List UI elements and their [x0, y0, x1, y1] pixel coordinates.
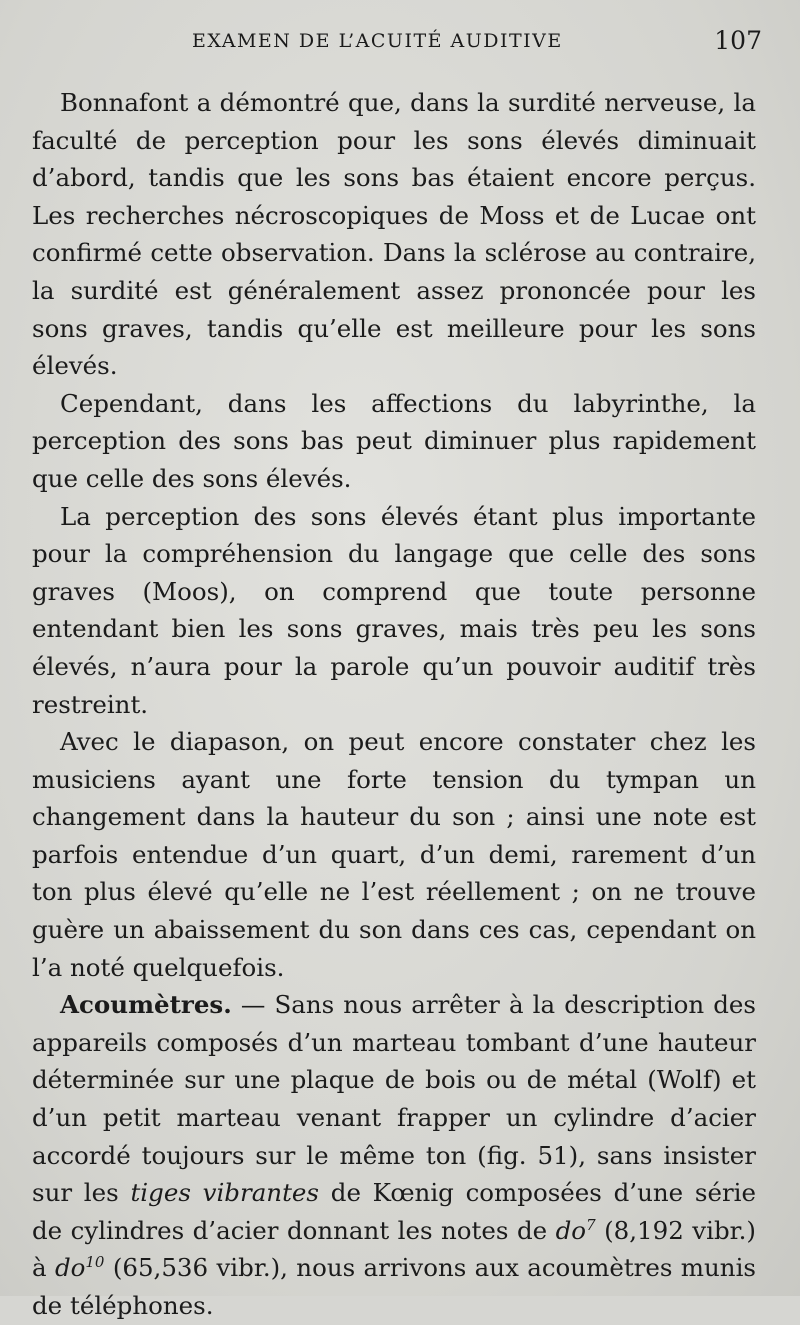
paragraph-perception-langage: La perception des sons élevés étant plus importante pour la compréhension du langage que celle des sons graves (Moos), on comprend que toute personne entendant bien les sons graves, mais très peu les sons élevés, n’aura pour la parole qu’un pouvoir auditif très restreint. [32, 501, 756, 719]
paragraph-text: (65,536 vibr.), nous arrivons aux acoumètres munis de téléphones. [32, 1253, 756, 1320]
paragraph-acoumetres [32, 986, 756, 1324]
note-superscript: 10 [85, 1253, 105, 1272]
paragraph-diapason: Avec le diapason, on peut encore constater chez les musiciens ayant une forte tension du tympan un changement dans la hauteur du son ; ainsi une note est parfois entendue d’un quart, d’un demi, rarement d’un ton plus élevé qu’elle ne l’est réellement ; on ne trouve guère un abaissement du son dans ces cas, cependant on l’a noté quelquefois. [32, 727, 756, 982]
running-head [32, 18, 762, 58]
paragraph-surdite-nerveuse: Bonnafont a démontré que, dans la surdité nerveuse, la faculté de perception pour les sons élevés diminuait d’abord, tandis que les sons bas étaient encore perçus. Les recherches nécroscopiques de Moss et de Lucae ont confirmé cette observation. Dans la sclérose au contraire, la surdité est généralement assez prononcée pour les sons graves, tandis qu’elle est meilleure pour les sons élevés. [32, 88, 756, 381]
paragraph-text: (8,192 vibr.) à [32, 1215, 756, 1283]
musical-note: do [54, 1253, 86, 1283]
body-text [32, 84, 756, 1325]
musical-note: do [555, 1215, 587, 1245]
section-heading-acoumetres: Acoumètres. [60, 990, 232, 1020]
paragraph-labyrinthe: Cependant, dans les affections du labyrinthe, la perception des sons bas peut diminuer plus rapidement que celle des sons élevés. [32, 388, 756, 493]
page-number: 107 [714, 26, 762, 55]
italic-term: tiges vibrantes [130, 1178, 320, 1208]
paragraph-text: de Kœnig composées d’une série de cylindres d’acier donnant les notes de [32, 1178, 756, 1245]
running-title: EXAMEN DE L’ACUITÉ AUDITIVE [192, 30, 563, 52]
paragraph-text: — Sans nous arrêter à la description des appareils composés d’un marteau tombant d’une hauteur déterminée sur une plaque de bois ou de métal (Wolf) et d’un petit marteau venant frapper un cylindre d’acier accordé toujours sur le même ton (fig. 51), sans insister sur les [32, 990, 756, 1208]
note-superscript: 7 [586, 1215, 596, 1234]
